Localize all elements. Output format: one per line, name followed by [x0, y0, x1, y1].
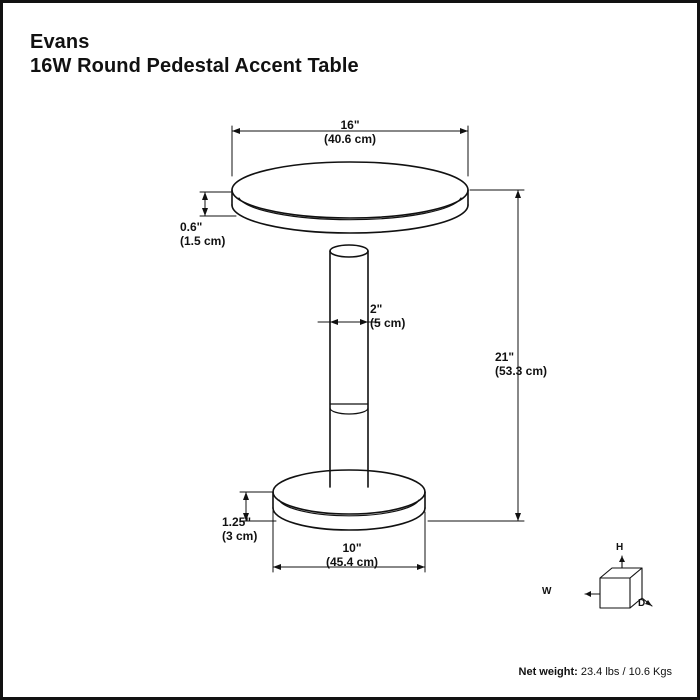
net-weight-value: 23.4 lbs / 10.6 Kgs — [580, 666, 672, 678]
product-name: Evans — [30, 31, 90, 53]
axis-label-width: W — [542, 586, 552, 597]
base-bottom-arc — [273, 508, 425, 530]
dim-top-thickness-imperial: 0.6" — [180, 220, 203, 234]
dim-post-diameter-imperial: 2" — [370, 302, 383, 316]
arrow-post-left — [330, 319, 338, 325]
dim-base-width-imperial: 10" — [342, 541, 362, 555]
dim-top-width-metric: (40.6 cm) — [323, 132, 377, 146]
dim-overall-height-metric: (53.3 cm) — [495, 364, 548, 378]
arrow-height-top — [515, 190, 521, 198]
arrow-thick-top — [202, 192, 208, 200]
dim-label-post-diameter — [370, 302, 440, 330]
dim-base-thickness-metric: (3 cm) — [222, 529, 258, 543]
product-subtitle: 16W Round Pedestal Accent Table — [30, 55, 359, 77]
dim-top-width-imperial: 16" — [340, 118, 360, 132]
table-top-face — [232, 162, 468, 218]
post-seam — [330, 408, 368, 414]
dim-post-diameter-metric: (5 cm) — [370, 316, 406, 330]
dim-label-base-width — [302, 541, 402, 569]
dim-label-overall-height — [495, 350, 565, 378]
axis-label-height: H — [616, 542, 624, 553]
net-weight — [519, 666, 672, 678]
table-top-rim — [239, 198, 461, 220]
arrow-height-bot — [515, 513, 521, 521]
dim-base-thickness-imperial: 1.25" — [222, 515, 252, 529]
axis-label-depth: D — [638, 598, 646, 609]
net-weight-label: Net weight: — [518, 666, 578, 678]
axis-legend — [542, 542, 652, 622]
base-top-face — [273, 470, 425, 514]
post-top-ellipse — [330, 245, 368, 257]
arrow-top-width-right — [460, 128, 468, 134]
arrow-basethick-top — [243, 492, 249, 500]
dim-label-top-width — [300, 118, 400, 146]
dim-label-top-thickness — [180, 220, 240, 248]
dim-top-thickness-metric: (1.5 cm) — [180, 234, 226, 248]
arrow-thick-bot — [202, 208, 208, 216]
arrow-top-width-left — [232, 128, 240, 134]
arrow-basewidth-right — [417, 564, 425, 570]
dim-overall-height-imperial: 21" — [495, 350, 515, 364]
dim-label-base-thickness — [222, 515, 282, 543]
arrow-post-right — [360, 319, 368, 325]
arrow-basewidth-left — [273, 564, 281, 570]
dim-base-width-metric: (45.4 cm) — [325, 555, 379, 569]
